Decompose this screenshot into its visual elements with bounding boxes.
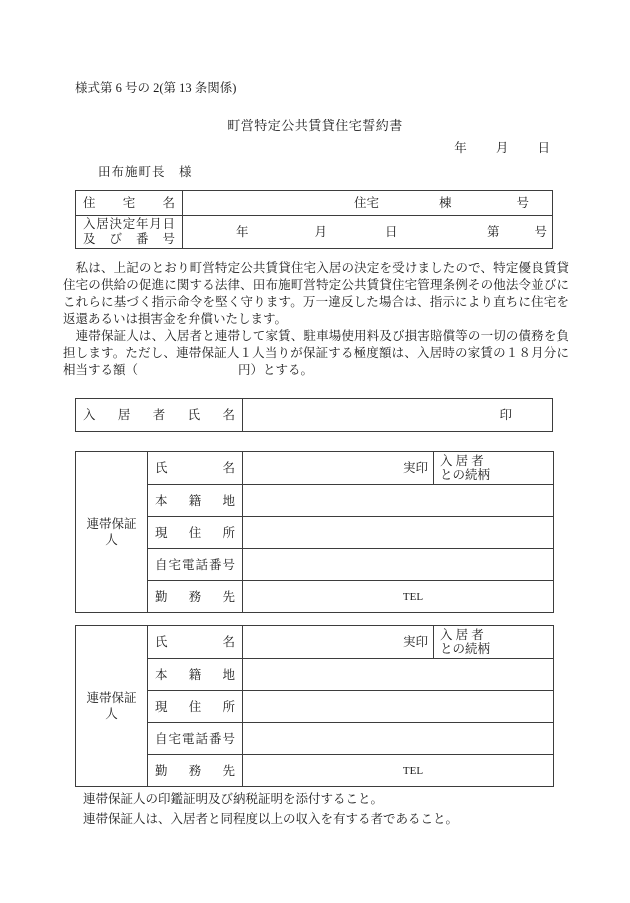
decision-date-label-line2: 及び番号: [83, 232, 175, 246]
decision-number-suffix-label: 号: [534, 225, 547, 239]
form-number: 様式第 6 号の 2(第 13 条関係): [75, 81, 237, 95]
unit-number-label: 号: [516, 196, 529, 210]
address-field: [243, 691, 554, 723]
relation-label-line2: との続柄: [440, 642, 491, 656]
relation-label-line1: 入 居 者: [440, 454, 484, 468]
date-month-label: 月: [495, 141, 509, 155]
decision-month-label: 月: [314, 225, 328, 239]
guarantor-group-label: 連帯保証人: [76, 626, 148, 787]
note-2: 連帯保証人は、入居者と同程度以上の収入を有する者であること。: [83, 812, 459, 826]
guarantor-seal-label: 実印: [402, 461, 428, 475]
address-field: [243, 517, 554, 549]
decision-number-prefix-label: 第: [486, 225, 500, 239]
address-label: 現住所: [148, 517, 243, 549]
relation-to-resident-cell: [434, 452, 554, 485]
housing-name-field: [183, 191, 553, 216]
date-year-label: 年: [454, 141, 467, 155]
guarantor-table-1: [75, 451, 554, 613]
decision-date-label: [76, 216, 183, 249]
housing-unit-label: 住宅: [353, 196, 379, 210]
pledge-text: [63, 260, 569, 379]
decision-day-label: 日: [385, 225, 398, 239]
guarantor-name-field: [243, 626, 434, 659]
note-1: 連帯保証人の印鑑証明及び納税証明を添付すること。: [83, 792, 384, 806]
guarantor-table-2: [75, 625, 554, 787]
guarantor-name-field: [243, 452, 434, 485]
workplace-label: 勤務先: [148, 581, 243, 613]
relation-label-line2: との続柄: [440, 468, 491, 482]
notes: [83, 789, 630, 829]
workplace-field: [243, 755, 554, 787]
pledge-paragraph-2: 連帯保証人は、入居者と連帯して家賃、駐車場使用料及び損害賠償等の一切の債務を負担します。ただし、連帯保証人１人当りが保証する極度額は、入居時の家賃の１８月分に相当する額（ 円）とする。: [63, 329, 569, 377]
resident-name-label: 入居者氏名: [76, 399, 243, 432]
workplace-field: [243, 581, 554, 613]
home-phone-field: [243, 549, 554, 581]
decision-date-field: [183, 216, 553, 249]
home-phone-label: 自宅電話番号: [148, 549, 243, 581]
tel-label: TEL: [402, 764, 424, 777]
domicile-label: 本籍地: [148, 659, 243, 691]
guarantor-seal-label: 実印: [402, 635, 428, 649]
housing-name-label: 住宅名: [76, 191, 183, 216]
date-line: [0, 140, 630, 156]
tel-label: TEL: [402, 590, 424, 603]
domicile-label: 本籍地: [148, 485, 243, 517]
domicile-field: [243, 659, 554, 691]
building-label: 棟: [438, 196, 452, 210]
workplace-label: 勤務先: [148, 755, 243, 787]
home-phone-label: 自宅電話番号: [148, 723, 243, 755]
resident-name-table: [75, 398, 553, 432]
resident-seal-label: 印: [499, 408, 512, 422]
document-title: 町営特定公共賃貸住宅誓約書: [227, 118, 403, 133]
guarantor-group-label: 連帯保証人: [76, 452, 148, 613]
guarantor-name-label: 氏名: [148, 452, 243, 485]
domicile-field: [243, 485, 554, 517]
decision-year-label: 年: [236, 225, 249, 239]
resident-name-field: [243, 399, 553, 432]
home-phone-field: [243, 723, 554, 755]
date-day-label: 日: [537, 141, 550, 155]
addressee: 田布施町長 様: [98, 165, 193, 179]
pledge-paragraph-1: 私は、上記のとおり町営特定公共賃貸住宅入居の決定を受けましたので、特定優良賃貸住宅の供給の促進に関する法律、田布施町営特定公共賃貸住宅管理条例その他法令並びにこれらに基づく指示命令を堅く守ります。万一違反した場合は、指示により直ちに住宅を返還あるいは損害金を弁償いたします。: [63, 261, 569, 326]
decision-date-label-line1: 入居決定年月日: [83, 217, 175, 231]
guarantor-name-label: 氏名: [148, 626, 243, 659]
relation-to-resident-cell: [434, 626, 554, 659]
address-label: 現住所: [148, 691, 243, 723]
housing-info-table: [75, 190, 553, 249]
relation-label-line1: 入 居 者: [440, 628, 484, 642]
